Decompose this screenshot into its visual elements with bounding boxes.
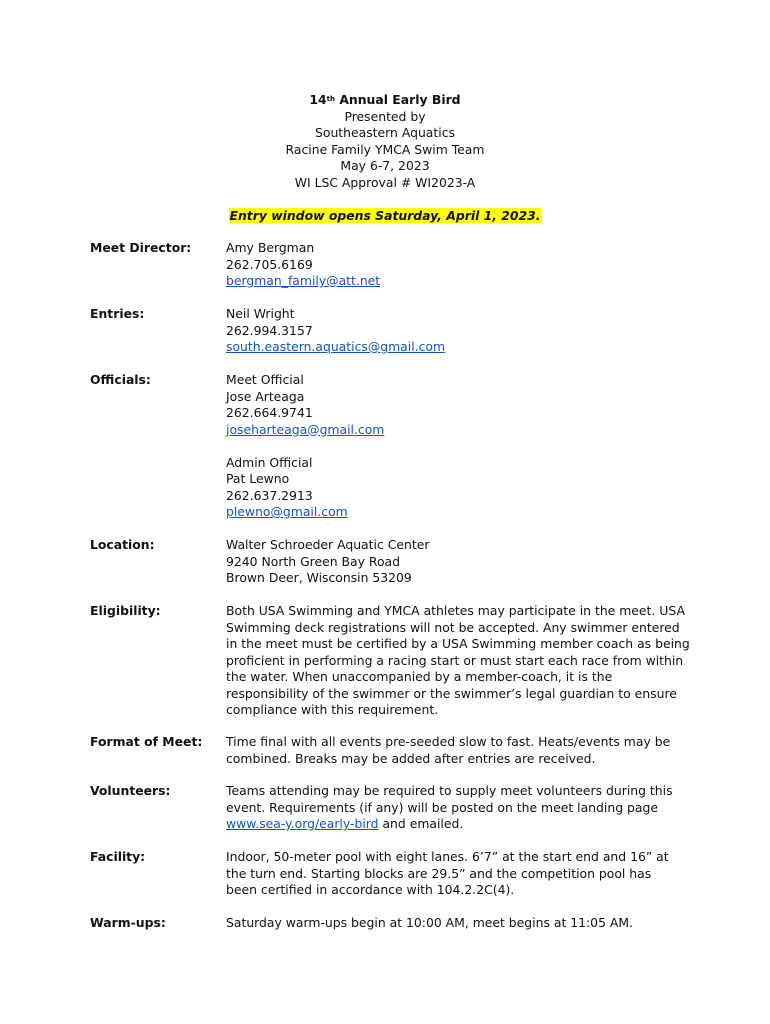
meet-official-phone: 262.664.9741 bbox=[226, 405, 313, 420]
format-line: Time final with all events pre-seeded slow to fast. Heats/events may be bbox=[226, 734, 671, 749]
eligibility-line: Swimming deck registrations will not be accepted. Any swimmer entered bbox=[226, 619, 680, 635]
host-team: Racine Family YMCA Swim Team bbox=[285, 141, 485, 157]
eligibility-label: Eligibility: bbox=[90, 603, 161, 618]
format-label: Format of Meet: bbox=[90, 734, 203, 749]
title-text: Annual Early Bird bbox=[335, 92, 461, 107]
entry-window-text: Entry window opens Saturday, April 1, 2023. bbox=[229, 207, 541, 223]
eligibility-line: responsibility of the swimmer or the swimmer’s legal guardian to ensure bbox=[226, 685, 677, 701]
eligibility-line: the water. When unaccompanied by a member-coach, it is the bbox=[226, 669, 613, 684]
facility-line: Indoor, 50-meter pool with eight lanes. 6’7” at the start end and 16” at bbox=[226, 849, 669, 864]
volunteers-line-end: and emailed. bbox=[378, 816, 464, 831]
location-venue: Walter Schroeder Aquatic Center bbox=[226, 537, 430, 552]
approval-number: WI LSC Approval # WI2023-A bbox=[294, 174, 476, 190]
volunteers-line: Teams attending may be required to supply meet volunteers during this bbox=[226, 783, 673, 798]
facility-label: Facility: bbox=[90, 849, 146, 864]
meet-official-role: Meet Official bbox=[226, 372, 304, 387]
location-label: Location: bbox=[90, 537, 155, 552]
entries-phone: 262.994.3157 bbox=[226, 322, 313, 338]
entries-label: Entries: bbox=[90, 306, 145, 321]
meet-director-name: Amy Bergman bbox=[226, 240, 315, 255]
admin-official-role: Admin Official bbox=[226, 454, 313, 470]
meet-dates: May 6-7, 2023 bbox=[340, 158, 430, 174]
meet-director-phone: 262.705.6169 bbox=[226, 256, 313, 272]
warmups-text: Saturday warm-ups begin at 10:00 AM, meet begins at 11:05 AM. bbox=[226, 915, 633, 930]
admin-official-name: Pat Lewno bbox=[226, 471, 290, 486]
facility-line: been certified in accordance with 104.2.2C(4). bbox=[226, 882, 515, 897]
volunteers-label: Volunteers: bbox=[90, 783, 171, 798]
location-street: 9240 North Green Bay Road bbox=[226, 553, 400, 569]
meet-director-label: Meet Director: bbox=[90, 240, 192, 255]
location-city: Brown Deer, Wisconsin 53209 bbox=[226, 570, 412, 585]
facility-line: the turn end. Starting blocks are 29.5” and the competition pool has bbox=[226, 865, 652, 881]
format-line: combined. Breaks may be added after entries are received. bbox=[226, 750, 596, 766]
presented-by: Presented by bbox=[344, 108, 426, 124]
eligibility-line: compliance with this requirement. bbox=[226, 702, 439, 717]
warmups-label: Warm-ups: bbox=[90, 915, 166, 930]
admin-official-phone: 262.637.2913 bbox=[226, 487, 313, 503]
meet-official-name: Jose Arteaga bbox=[226, 388, 305, 404]
admin-official-email-link[interactable]: plewno@gmail.com bbox=[226, 504, 348, 519]
entries-name: Neil Wright bbox=[226, 306, 295, 321]
eligibility-line: proficient in performing a racing start or must start each race from within bbox=[226, 652, 684, 668]
title-number: 14 bbox=[309, 92, 327, 107]
entries-email-link[interactable]: south.eastern.aquatics@gmail.com bbox=[226, 339, 446, 354]
entry-window-notice bbox=[0, 208, 770, 225]
eligibility-line: in the meet must be certified by a USA Swimming member coach as being bbox=[226, 636, 690, 651]
host-club: Southeastern Aquatics bbox=[315, 125, 455, 141]
meet-director-email-link[interactable]: bergman_family@att.net bbox=[226, 273, 381, 288]
title-superscript: th bbox=[326, 95, 336, 103]
meet-official-email-link[interactable]: joseharteaga@gmail.com bbox=[226, 421, 385, 437]
meet-title bbox=[0, 92, 770, 109]
meet-header bbox=[0, 92, 770, 224]
officials-label: Officials: bbox=[90, 372, 151, 387]
meet-landing-page-link[interactable]: www.sea-y.org/early-bird bbox=[226, 816, 379, 831]
volunteers-line: event. Requirements (if any) will be posted on the meet landing page bbox=[226, 799, 658, 815]
eligibility-line: Both USA Swimming and YMCA athletes may participate in the meet. USA bbox=[226, 603, 685, 618]
